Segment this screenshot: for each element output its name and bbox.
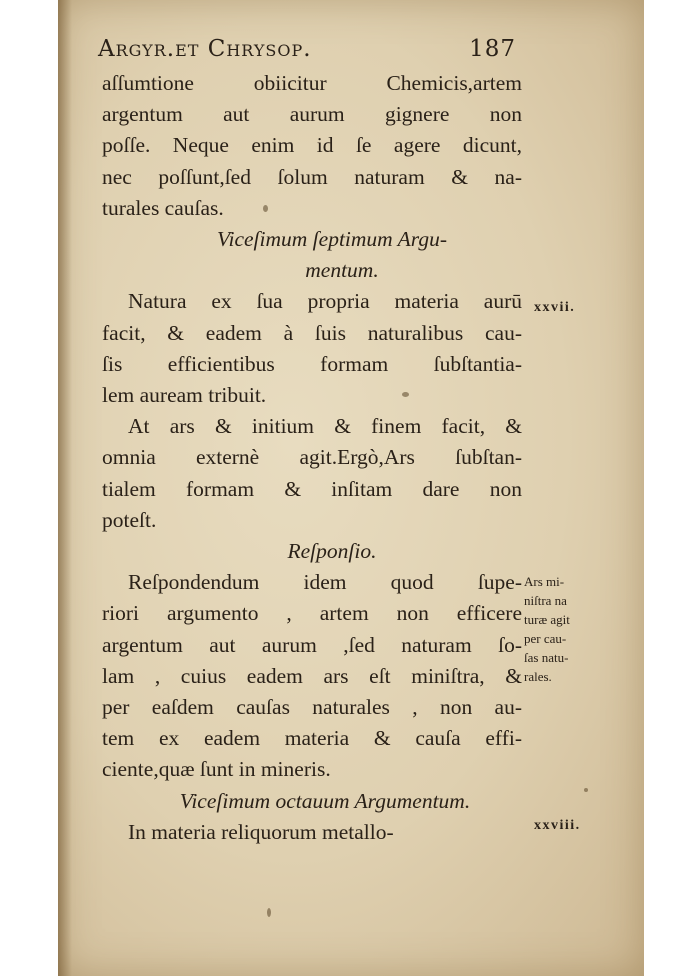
marginal-number: xxvii. <box>534 300 576 315</box>
running-title: Argyr.et Chrysop. <box>98 36 312 62</box>
text-line: tem ex eadem materia & cauſa effi- <box>102 726 522 751</box>
text-line: riori argumento , artem non efficere <box>102 601 522 626</box>
text-line: lam , cuius eadem ars eſt miniſtra, & <box>102 663 522 688</box>
page-header <box>96 32 516 66</box>
text-line: poſſe. Neque enim id ſe agere dicunt, <box>102 133 522 158</box>
text-line: Natura ex ſua propria materia aurū <box>128 289 522 314</box>
section-heading-line: mentum. <box>305 258 379 283</box>
marginal-note-line: Ars mi- <box>524 574 565 589</box>
page-number: 187 <box>469 36 516 62</box>
text-line: At ars & initium & finem facit, & <box>128 414 522 439</box>
marginal-note-line: rales. <box>524 669 552 684</box>
marginal-note <box>524 572 594 686</box>
text-line: In materia reliquorum metallo- <box>128 819 394 844</box>
ink-spot <box>402 392 409 397</box>
text-line: lem auream tribuit. <box>102 383 267 408</box>
marginal-note-line: ſas natu- <box>524 650 569 665</box>
gutter-shadow <box>58 0 72 976</box>
text-line: aſſumtione obiicitur Chemicis,artem <box>102 71 522 95</box>
text-line: argentum aut aurum ,ſed naturam ſo- <box>102 632 522 657</box>
marginal-note-line: turæ agit <box>524 612 570 627</box>
text-line: argentum aut aurum gignere non <box>102 102 522 127</box>
text-line: ſis efficientibus formam ſubſtantia- <box>102 351 522 376</box>
marginal-note-line: per cau- <box>524 631 567 646</box>
text-line: tialem formam & inſitam dare non <box>102 476 522 501</box>
text-line: omnia externè agit.Ergò,Ars ſubſtan- <box>102 445 522 470</box>
ink-spot <box>584 788 588 792</box>
text-line: poteſt. <box>102 507 157 532</box>
text-line: nec poſſunt,ſed ſolum naturam & na- <box>102 164 522 189</box>
marginal-number: xxviii. <box>534 818 581 833</box>
text-line: turales cauſas. <box>102 195 224 220</box>
response-heading: Reſponſio. <box>287 539 377 564</box>
text-line: per eaſdem cauſas naturales , non au- <box>102 695 522 720</box>
marginal-note-line: niſtra na <box>524 593 567 608</box>
text-line: ciente,quæ ſunt in mineris. <box>102 757 331 782</box>
ink-spot <box>267 908 271 917</box>
main-text <box>102 68 522 848</box>
text-line: Reſpondendum idem quod ſupe- <box>128 570 522 595</box>
ink-spot <box>263 205 268 212</box>
text-line: facit, & eadem à ſuis naturalibus cau- <box>102 320 522 345</box>
section-heading-line: Viceſimum ſeptimum Argu- <box>216 227 448 252</box>
section-heading: Viceſimum octauum Argumentum. <box>179 788 471 813</box>
